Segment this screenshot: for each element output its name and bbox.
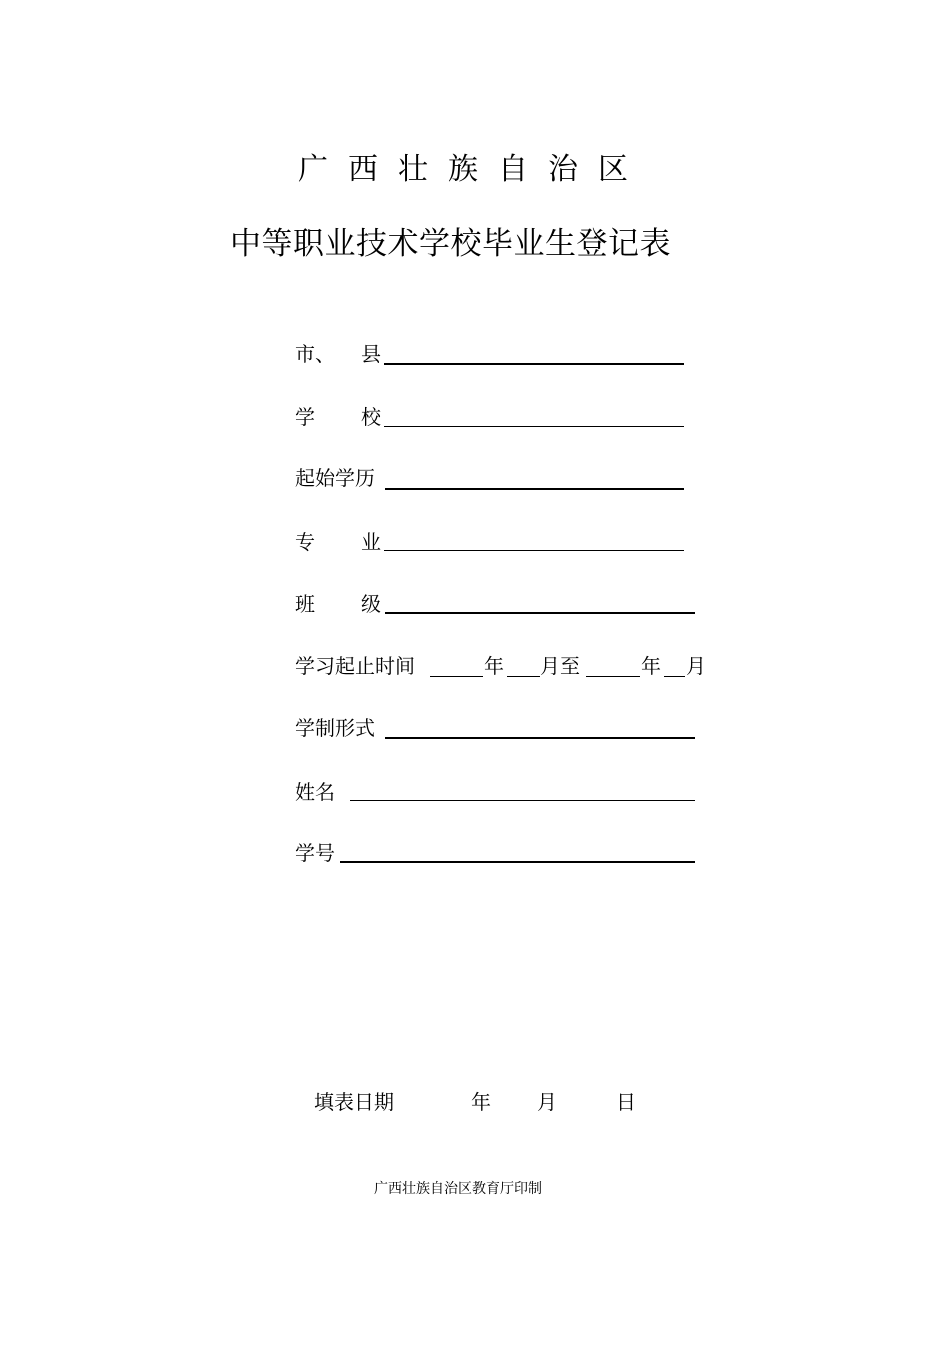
major-input-line[interactable]: [384, 550, 684, 551]
study-end-year-unit: 年: [641, 654, 661, 678]
school-input-line[interactable]: [384, 426, 684, 427]
printer-note: 广西壮族自治区教育厅印制: [374, 1181, 542, 1197]
fill-date-year: 年: [471, 1090, 491, 1114]
form-title: 中等职业技术学校毕业生登记表: [230, 226, 671, 262]
fill-date-month: 月: [537, 1090, 557, 1114]
field-start-education: [295, 464, 695, 492]
field-school-label-b: 校: [361, 405, 381, 429]
field-name: [295, 778, 705, 806]
study-start-month-unit: 月至: [540, 654, 580, 678]
field-class-label-b: 级: [361, 592, 381, 616]
field-study-period-label: 学习起止时间: [295, 654, 415, 678]
field-major: [295, 528, 695, 556]
study-form-input-line[interactable]: [385, 737, 695, 739]
field-student-id-label: 学号: [295, 841, 335, 865]
study-start-month-line[interactable]: [507, 676, 540, 677]
class-input-line[interactable]: [385, 612, 695, 614]
field-county-label: 县: [361, 342, 381, 366]
study-end-month-unit: 月: [686, 654, 706, 678]
field-student-id: [295, 839, 705, 867]
study-start-year-unit: 年: [484, 654, 504, 678]
student-id-input-line[interactable]: [340, 861, 695, 863]
field-school-label-a: 学: [295, 405, 315, 429]
field-study-form: [295, 714, 705, 742]
study-end-year-line[interactable]: [586, 676, 640, 677]
field-class-label-a: 班: [295, 592, 315, 616]
field-name-label: 姓名: [295, 780, 335, 804]
start-education-input-line[interactable]: [385, 488, 684, 490]
region-title: 广西壮族自治区: [298, 152, 648, 187]
fill-date-label: 填表日期: [314, 1090, 394, 1114]
field-class: [295, 590, 705, 618]
field-major-label-a: 专: [295, 530, 315, 554]
study-end-month-line[interactable]: [664, 676, 685, 677]
field-start-education-label: 起始学历: [295, 466, 375, 490]
field-major-label-b: 业: [361, 530, 381, 554]
field-city-label: 市、: [295, 342, 335, 366]
field-study-form-label: 学制形式: [295, 716, 375, 740]
name-input-line[interactable]: [350, 800, 695, 801]
field-study-period: [295, 652, 715, 680]
city-county-input-line[interactable]: [384, 363, 684, 365]
fill-date-day: 日: [616, 1090, 636, 1114]
field-school: [295, 403, 695, 431]
field-city-county: [295, 340, 695, 368]
study-start-year-line[interactable]: [430, 676, 483, 677]
